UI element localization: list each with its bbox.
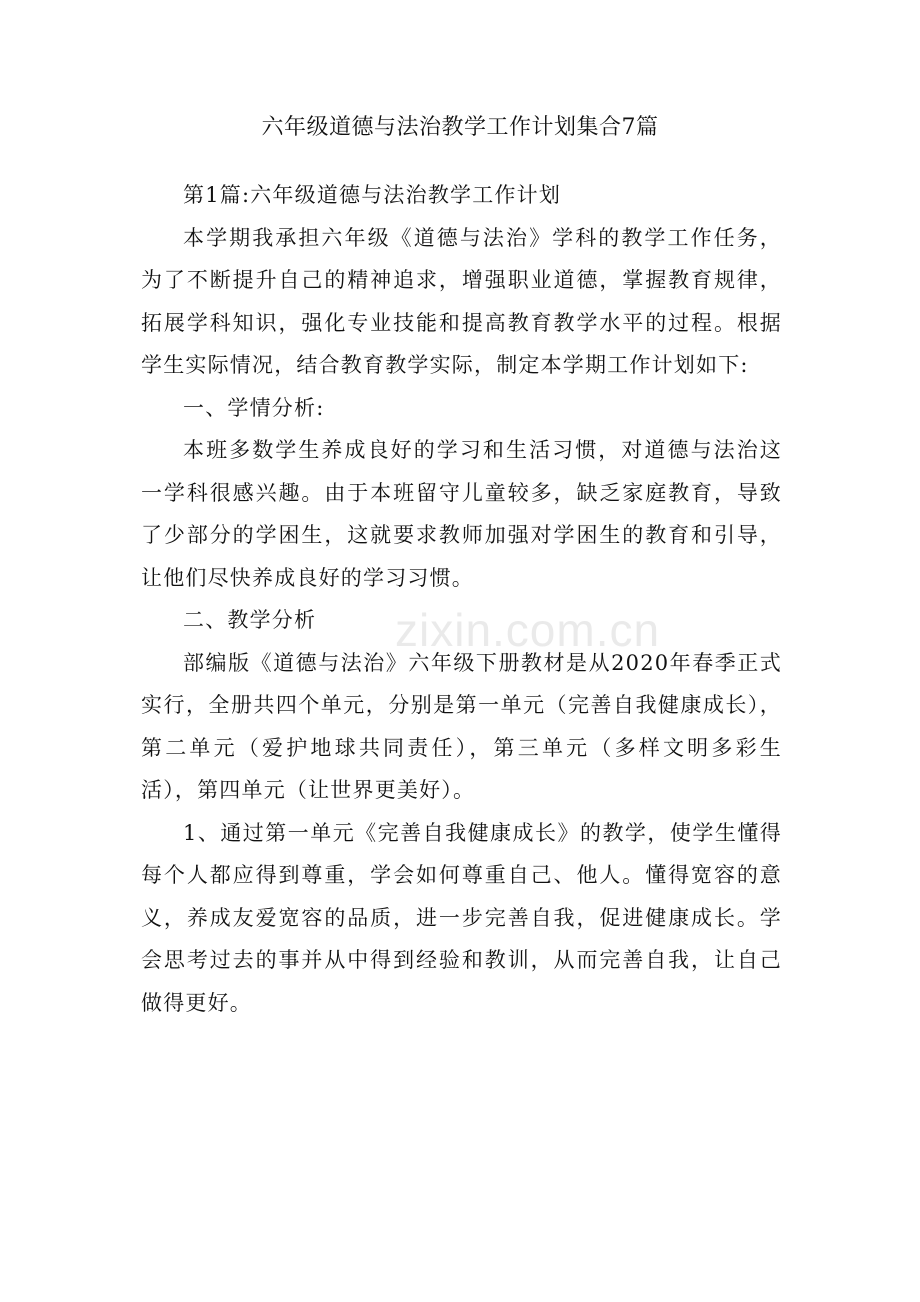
section-heading-learning-analysis: 一、学情分析: — [183, 395, 325, 420]
document-body — [141, 174, 782, 1024]
section-heading-teaching-analysis: 二、教学分析 — [183, 608, 317, 632]
watermark: zixin.com.cn — [395, 604, 661, 656]
unit-one-paragraph: 1、通过第一单元《完善自我健康成长》的教学，使学生懂得每个人都应得到尊重，学会如何尊重自己、他人。懂得宽容的意义，养成友爱宽容的品质，进一步完善自我，促进健康成长。学会思考过去的事并从中得到经验和教训，从而完善自我，让自己做得更好。 — [141, 820, 782, 1015]
learning-analysis-paragraph: 本班多数学生养成良好的学习和生活习惯，对道德与法治这一学科很感兴趣。由于本班留守儿童较多，缺乏家庭教育，导致了少部分的学困生，这就要求教师加强对学困生的教育和引导，让他们尽快养成良好的学习习惯。 — [141, 438, 782, 590]
chapter-heading: 第1篇:六年级道德与法治教学工作计划 — [183, 183, 562, 207]
document-title: 六年级道德与法治教学工作计划集合7篇 — [261, 115, 659, 140]
teaching-analysis-paragraph: 部编版《道德与法治》六年级下册教材是从2020年春季正式实行，全册共四个单元，分别是第一单元（完善自我健康成长），第二单元（爱护地球共同责任），第三单元（多样文明多彩生活），第四单元（让世界更美好）。 — [141, 650, 782, 802]
intro-paragraph: 本学期我承担六年级《道德与法治》学科的教学工作任务，为了不断提升自己的精神追求，增强职业道德，掌握教育规律，拓展学科知识，强化专业技能和提高教育教学水平的过程。根据学生实际情况，结合教育教学实际，制定本学期工作计划如下: — [141, 225, 782, 377]
